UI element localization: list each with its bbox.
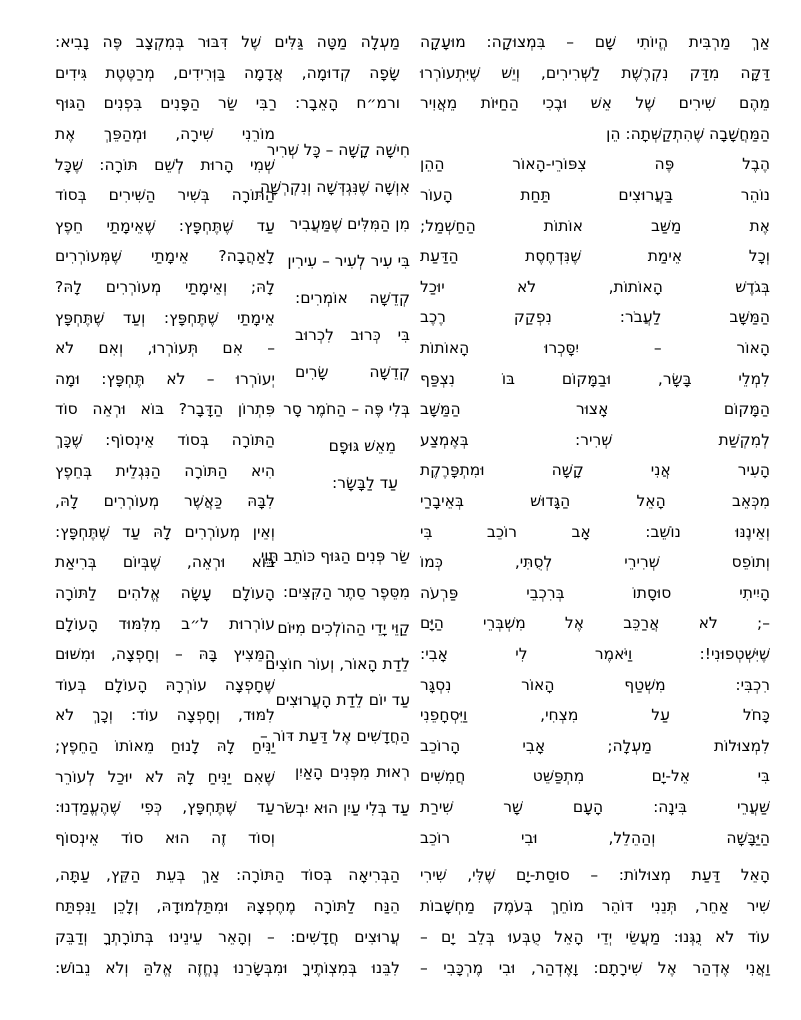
left-column-line: עוֹרְרוּת ל״ב מִלִּמּוּד הָעוֹלָם [55,614,275,633]
left-column-line: עַד שֶׁתֶּחְפָּץ, כְּפִי שֶׁהֶעֱמַדְנוּ: [55,798,275,817]
left-column-line: מוֹרֵנִי שִׁירָה, וּמְהַפֵּךְ אֶת [55,125,275,143]
left-column-line: שְׁמִי הָרוּת לְשֵׁם תּוֹרָה: שֶׁכָּל [55,155,275,174]
bottom-right-line: עוֹד לֹא נֻגְּנוּ: מַעֲשֵׂי יְדֵי הָאֵל טֻבְּעוּ בְּלֵב יָם – [420,928,770,946]
left-column-line: לִמּוּד, וְחָפְצָה עוֹד: וְכָךְ לֹא [55,706,275,725]
right-column-line: וְכָל אֵימַת שֶׁנִּדְחֶסֶת הַדַּעַת [420,247,770,266]
left-column-line: הַתּוֹרָה בְּשִׁיר הַשִּׁירִים בְּסוֹד [55,186,275,205]
bottom-left-line: הַבְּרִיאָה בְּסוֹד הַתּוֹרָה: אַךְ בְּעֵת הַקֵּץ, עַתָּה, [55,866,400,884]
right-column-line: הָיִיתִי סוּסָתוֹ בְּרִכְבֵי פַּרְעֹה [420,583,770,602]
poem-line: בִּי כְּרוּב לִכְרוּב [295,326,410,344]
poem-line: קְדֵשָׁה שָׂרִים [295,363,410,381]
right-column-line: מֵהֶם שִׁירִים שֶׁל אֵשׁ וּבֶכִי הַחַיּוֹת מֵאֲוִיר [420,94,770,113]
bottom-left-line: עֲרוּצִים חֲדָשִׁים: – וְהָאֵר עֵינֵינוּ בְּתוֹרָתְךָ וְדַבֵּק [55,928,400,946]
left-column-line: שֶׁאִם יַנִּיחַ לָהּ לֹא יוּכַל לְעוֹרֵר [55,767,275,786]
left-column-line: הַמֵּצִיץ בָּהּ – וְחָפְצָה, וּמִשּׁוּם [55,645,275,664]
right-column-line: שֶׁיִּשְׁטְפוּנִי!: וַיֹּאמֶר לִי אָבִי: [420,645,770,663]
bottom-left-line: לִבֵּנוּ בְּמִצְוֹתֶיךָ וּמִבְּשָׂרֵנוּ נֶחֱזֶה אֱלֹהַּ וְלֹא נֵבוֹשׁ: [55,959,400,977]
right-column-line: הַמַּחֲשָׁבָה שֶׁהִתְקַשְּׁתָה: הֵן [606,124,770,143]
poem-line: מֵאֵשׁ גּוּפָם [328,437,396,455]
left-column-line: הָעוֹלָם עָשָׂה אֱלֹהִים לַתּוֹרָה [55,584,275,602]
poem-line: עַד בְּלִי עַיִן הוּא יִבְשֹׂר [276,799,410,817]
poem-line: עַד יוֹם לֵדַת הָעֲרוּצִים [275,691,410,709]
bottom-right-line: הָאֵל דַּעַת מְצוּלוֹת: – סוּסַת-יָם שֶׁלִּי, שִׁירִי [420,866,770,884]
left-top-line: מַעְלָה מַטָּה גַּלִּים שֶׁל דִּבּוּר בְּמִקְצָב פֶּה נָבִיא: [55,33,400,51]
right-column-line: לְמִקְשַׁת שְׁרִיר: בְּאֶמְצַע [420,430,770,449]
right-column-line: הָאוֹר – יִסָּכְרוּ הָאוֹתוֹת [420,339,770,357]
left-column-line: עַד שֶׁתֶּחְפָּץ: שֶׁאֵימָתַי חֵפֶץ [55,216,275,235]
poem-line: עַד לַבָּשָׂר: [332,474,398,492]
right-column-line: אַךְ מַרְבִּית הֱיוֹתִי שָׁם – בִּמְצוּקָה: מוּעָקָה [420,33,770,51]
right-column-line: הַמָּקוֹם אָצוּר הַמַּשָּׁב [420,400,770,419]
right-column-line: לִמְצוּלוֹת מַעְלָה; אָבִי הָרוֹכֵב [420,736,770,755]
left-column-line: לָהּ; וְאֵימָתַי מְעוֹרְרִים לָהּ? [55,278,275,296]
poem-line: לֵדַת הָאוֹר, וְעוֹר חוֹצִים [265,655,410,673]
right-column-line: הֶבֶל פֶּה צִפּוֹרֵי-הָאוֹר הַהֵן [420,155,770,174]
left-column-line: אֵימָתַי שֶׁתֶּחְפָּץ: וְעַד שֶׁתֶּחְפָּץ [55,308,275,327]
left-column-line: הִיא הַתּוֹרָה הַנִּגְלֵית בְּחֵפֶץ [55,461,275,480]
right-column-line: בְּגֹדֶשׁ הָאוֹתוֹת, לֹא יוּכַל [420,277,770,296]
left-column-line: – אִם תְּעוֹרְרוּ, וְאִם לֹא [55,339,275,358]
poem-line: הַחֲדָשִׁים אֶל דַּעַת דּוֹר – [259,727,410,745]
poem-line: בְּלִי פֶּה – הַחֹמֶר סָר [283,400,410,418]
left-column-line: פִּתְרוֹן הַדָּבָר? בּוֹא וּרְאֵה סוֹד [55,400,275,419]
left-column-line: וְאֵין מְעוֹרְרִים לָהּ עַד שֶׁתֶּחְפָּץ: [55,522,275,541]
right-column-line: הַיַּבָּשָׁה וְהַהֵלֵל, וּבִי רוֹכֵב [420,828,770,847]
poem-line: קְדֵשָׁה אוֹמְרִים: [295,289,410,307]
right-column-line: דַּקָּה מִדַּק נִקְרֶשֶׁת לַשְּׁרִירִים, וְיֵשׁ שֶׁיִּתְעוֹרְרוּ [420,63,770,82]
right-column-line: וְאֵינֶנּוּ נוֹשֵׁב: אָב רוֹכֵב בִּי [420,522,770,541]
poem-line: בִּי עִיר לְעִיר – עִירִין [287,252,410,270]
right-column-line: בִּי אֵל-יָם מִתְפַּשֵּׁט חֲמִשִּׁים [420,767,770,786]
left-column-line: יַנִּיחַ לָהּ לָנוּחַ מֵאוֹתוֹ הַחֵפֶץ; [55,737,275,755]
poem-line: מִן הַמִּלִּים שֶׁמַּעֲבִיר [289,215,410,233]
right-column-line: כָּחֹל עַל מִצְחִי, וַיִּסְחָפֵנִי [420,706,770,725]
bottom-left-line: הֵנַּח לַתּוֹרָה מֶחֶפְצָהּ וּמִתַּלְמוּדָהּ, וְלָכֵן וַנִּפְתַּח [55,897,400,915]
left-column-line: לִבָּהּ כַּאֲשֶׁר מְעוֹרְרִים לָהּ, [55,492,275,511]
right-column-line: נוֹהֵר בַּעֲרוּצִים תַּחַת הָעוֹר [420,186,770,204]
poem-line: חִישָׁה קָשָׁה – כָּל שְׁרִיר [266,141,410,159]
right-column-line: הַמַּשָּׁב לַעֲבֹר: נִפְקַק רֶכֶב [420,308,770,327]
left-top-line: שָׂפָה קְדוּמָה, אֲדָמָה בַּוְּרִידִים, מְרַטֶּטֶת גִּידִים [55,63,400,82]
bottom-right-line: וַאֲנִי אֶדְהַר אֶל שִׁירָתָם: וָאֶדְהַר, וּבִי מֶרְכָּבִי – [420,959,770,977]
right-column-line: לִמְלֵי בָּשָׂר, וּבַמָּקוֹם בּוֹ נִצְפַּף [420,369,770,388]
left-column-line: וְסוֹד זֶה הוּא סוֹד אֵינְסוֹף [55,828,275,847]
right-column-line: מִכְּאֵב הָאֵל הַגָּדוּשׁ בְּאֵיבָרַי [420,492,770,510]
right-column-line: שַׁעֲרֵי בִּינָה: הָעָם שָׁר שִׁירַת [420,798,770,816]
left-column-line: בּוֹא וּרְאֵה, שֶׁבְּיוֹם בְּרִיאַת [55,553,275,572]
poem-line: רְאוּת מִפְּנִים הָאַיִן [295,763,410,781]
right-column-line: וְתוֹפֵס שְׁרִירֵי לְסֻתִּי, כְּמוֹ [420,553,770,572]
left-column-line: שֶׁחָפְצָה עוֹרְרָהּ הָעוֹלָם בְּעוֹד [55,675,275,694]
right-column-line: –; לֹא אֲרַכֵּב אֶל מִשְׁבְּרֵי הַיָּם [420,614,770,633]
right-column-line: רִכְבִּי: מִשְׁטַף הָאוֹר נִסְגָּר [420,675,770,694]
bottom-right-line: שִׁיר אַחֵר, תְּנֵנִי דּוֹהֵר מוֹחֵךְ בְּעֹמֶק מַחְשָׁבוֹת [420,897,770,915]
left-column-line: לָאַהֲבָה? אֵימָתַי שֶׁמְּעוֹרְרִים [55,247,275,266]
poem-line: קַוֵּי יָדֵי הַהוֹלְכִים מִיּוֹם [277,619,410,637]
poem-line: אִוְשָׁה שֶׁנִּגְדְּשָׁה וְנִקְרְשָׁה [260,178,410,196]
right-column-line: אֶת מַשַּׁב אוֹתוֹת הַחַשְׁמַל; [420,216,770,235]
left-column-line: יְעוֹרְרוּ – לֹא תֶּחְפָּץ: וּמָה [55,369,275,388]
poem-line: מִסֵּפֶר סֵתֶר הַקִּצִּים: [282,583,410,601]
left-top-line: ורמ״ח הָאֵבָר: רַבִּי שַׂר הַפָּנִים בִּפְנִים הַגּוּף [55,94,400,113]
left-column-line: הַתּוֹרָה בְּסוֹד אֵינְסוֹף: שֶׁכָּךְ [55,431,275,449]
right-column-line: הָעִיר אֲנִי קָשָׁה וּמִתְפָּרֶקֶת [420,461,770,480]
poem-line: שַׂר פְּנִים הַגּוּף כּוֹתֵב תָּוֵי [260,547,410,565]
